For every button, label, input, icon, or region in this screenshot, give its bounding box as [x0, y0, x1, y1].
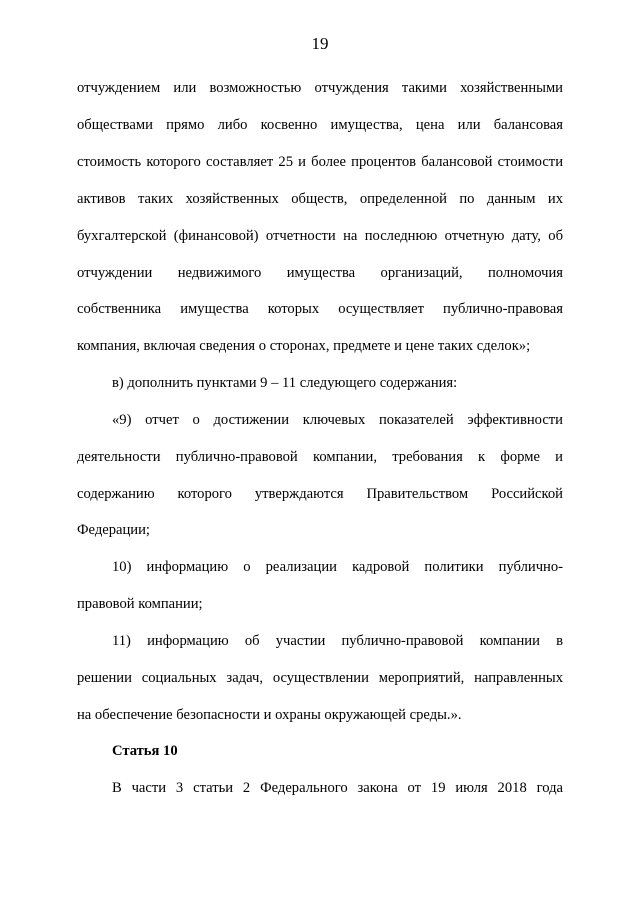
paragraph-item-v: в) дополнить пунктами 9 – 11 следующего содержания: [112, 375, 458, 391]
text-line: правовой компании; [77, 596, 203, 612]
text-line: Федерации; [77, 522, 150, 538]
text-line: бухгалтерской (финансовой) отчетности на последнюю отчетную дату, об [77, 228, 563, 244]
text-line: деятельности публично-правовой компании, требования к форме и [77, 449, 563, 465]
page-number: 19 [311, 34, 329, 53]
text-line: содержанию которого утверждаются Правительством Российской [77, 486, 563, 502]
text-line: собственника имущества которых осуществляет публично-правовая [77, 301, 563, 317]
text-line: на обеспечение безопасности и охраны окружающей среды.». [77, 707, 462, 723]
paragraph-item-10: 10) информацию о реализации кадровой политики публично- [112, 559, 563, 575]
paragraph-item-9: «9) отчет о достижении ключевых показателей эффективности [112, 412, 563, 428]
text-line: компания, включая сведения о сторонах, предмете и цене таких сделок»; [77, 338, 531, 354]
text-line: обществами прямо либо косвенно имущества, цена или балансовая [77, 117, 563, 133]
text-line: решении социальных задач, осуществлении мероприятий, направленных [77, 670, 563, 686]
text-line: стоимость которого составляет 25 и более процентов балансовой стоимости [77, 154, 563, 170]
article-heading: Статья 10 [112, 743, 178, 759]
text-line: отчуждением или возможностью отчуждения такими хозяйственными [77, 80, 563, 96]
paragraph-item-11: 11) информацию об участии публично-правовой компании в [112, 633, 563, 649]
text-line: активов таких хозяйственных обществ, определенной по данным их [77, 191, 563, 207]
text-line: отчуждении недвижимого имущества организаций, полномочия [77, 265, 563, 281]
paragraph-line: В части 3 статьи 2 Федерального закона от 19 июля 2018 года [112, 780, 563, 796]
